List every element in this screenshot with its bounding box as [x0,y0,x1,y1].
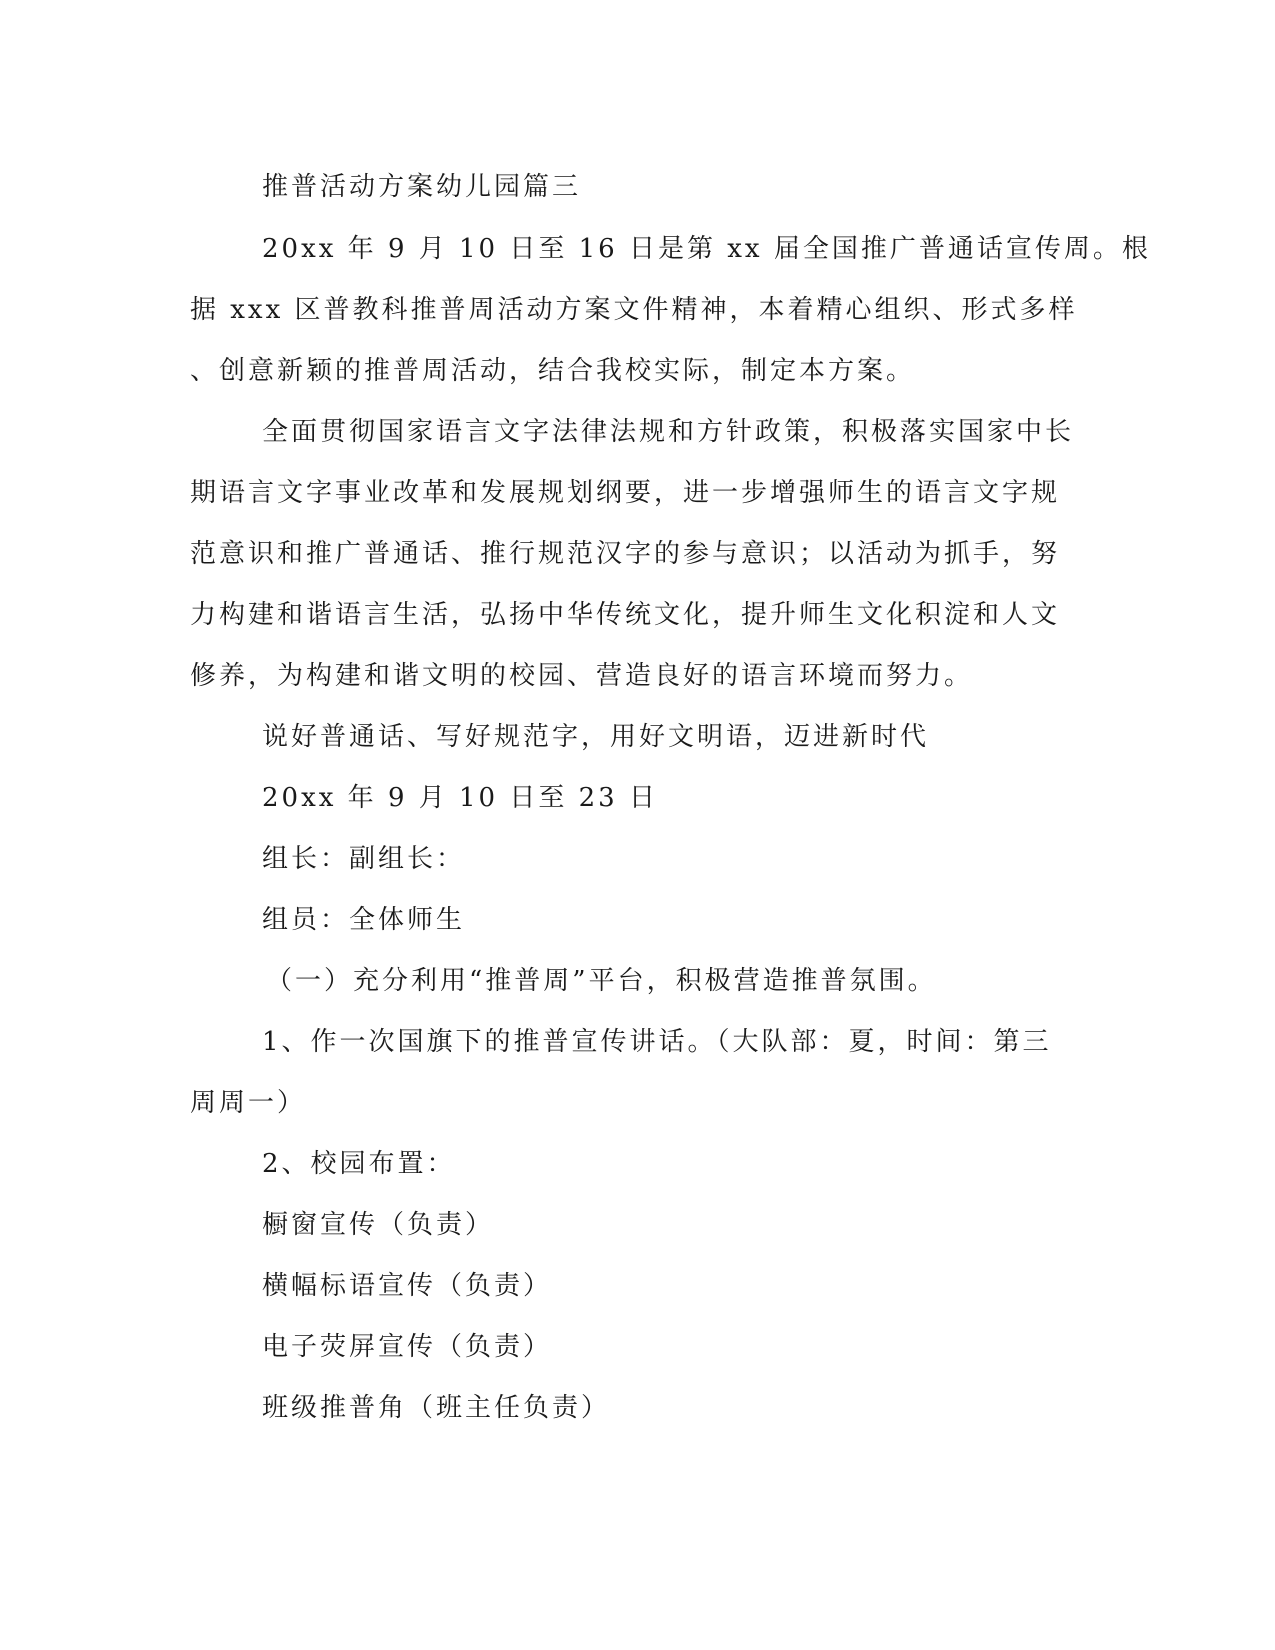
item-1-line-1: 1、作一次国旗下的推普宣传讲话。（大队部：夏，时间：第三 [262,1027,1052,1057]
layout-item-class-corner: 班级推普角（班主任负责） [262,1393,611,1423]
item-2: 2、校园布置： [262,1149,456,1179]
activity-date: 20xx 年 9 月 10 日至 23 日 [262,783,658,813]
purpose-line-5: 修养，为构建和谐文明的校园、营造良好的语言环境而努力。 [190,661,974,691]
activity-theme: 说好普通话、写好规范字，用好文明语，迈进新时代 [262,722,930,752]
purpose-line-1: 全面贯彻国家语言文字法律法规和方针政策，积极落实国家中长 [262,417,1075,447]
group-members: 组员：全体师生 [262,905,466,935]
purpose-line-3: 范意识和推广普通话、推行规范汉字的参与意识；以活动为抓手，努 [190,539,1061,569]
purpose-line-4: 力构建和谐语言生活，弘扬中华传统文化，提升师生文化积淀和人文 [190,600,1061,630]
layout-item-banner: 横幅标语宣传（负责） [262,1271,553,1301]
layout-item-window: 橱窗宣传（负责） [262,1210,495,1240]
intro-line-2: 据 xxx 区普教科推普周活动方案文件精神，本着精心组织、形式多样 [190,295,1078,325]
section-heading-1: （一）充分利用“推普周”平台，积极营造推普氛围。 [266,966,937,996]
item-1-line-2: 周周一） [190,1088,307,1118]
intro-line-1: 20xx 年 9 月 10 日至 16 日是第 xx 届全国推广普通话宣传周。根 [262,234,1151,264]
purpose-line-2: 期语言文字事业改革和发展规划纲要，进一步增强师生的语言文字规 [190,478,1061,508]
layout-item-screen: 电子荧屏宣传（负责） [262,1332,553,1362]
document-title: 推普活动方案幼儿园篇三 [262,172,582,202]
intro-line-3: 、创意新颖的推普周活动，结合我校实际，制定本方案。 [190,356,916,386]
group-leaders: 组长：副组长： [262,844,466,874]
